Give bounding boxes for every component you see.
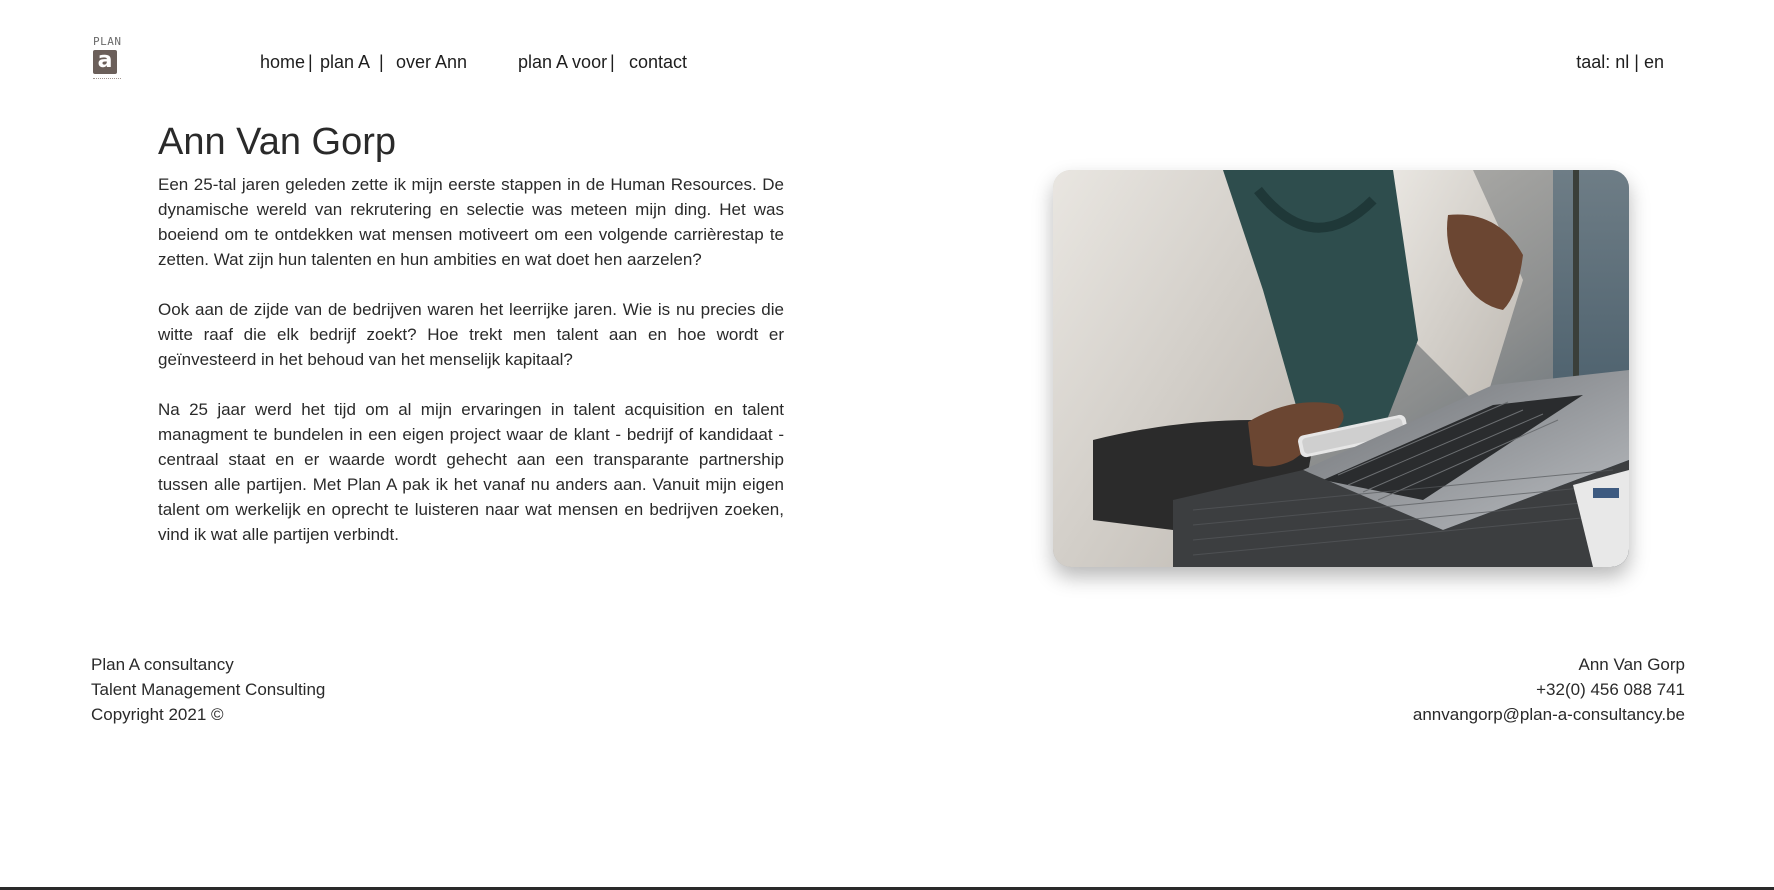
language-switch [1576, 52, 1664, 73]
footer-email-link[interactable]: annvangorp@plan-a-consultancy.be [1412, 705, 1685, 724]
nav-separator: | [379, 52, 384, 72]
language-en[interactable]: en [1643, 52, 1664, 72]
nav-separator: | [610, 52, 615, 72]
nav-plan-a-voor[interactable]: plan A voor [518, 52, 608, 72]
plan-a-logo[interactable] [91, 36, 123, 90]
footer-tagline: Talent Management Consulting [91, 680, 326, 699]
profile-photo [1053, 170, 1629, 567]
about-paragraph: Een 25-tal jaren geleden zette ik mijn eerste stappen in de Human Resources. De dynamische wereld van rekrutering en selectie was meteen mijn ding. Het was boeiend om te ontdekken wat mensen motiveert om een volgende carrièrestap te zetten. Wat zijn hun talenten en hun ambities en wat doet hen aarzelen? [158, 175, 784, 269]
language-nl[interactable]: nl [1615, 52, 1630, 72]
language-separator: | [1634, 52, 1639, 72]
about-paragraph: Na 25 jaar werd het tijd om al mijn ervaringen in talent acquisition en talent managment te bundelen in een eigen project waar de klant - bedrijf of kandidaat - centraal staat en er waarde wordt gehecht aan een transparante partnership tussen alle partijen. Met Plan A pak ik het vanaf nu anders aan. Vanuit mijn eigen talent om werkelijk en oprecht te luisteren naar wat mensen en bedrijven zoeken, vind ik wat alle partijen verbindt. [158, 400, 784, 544]
logo-letter: a [97, 48, 113, 73]
logo-badge [93, 50, 117, 74]
nav-plan-a[interactable]: plan A [320, 52, 371, 72]
nav-over-ann[interactable]: over Ann [396, 52, 468, 72]
logo-subline [93, 78, 121, 82]
footer-contact-info [1413, 652, 1685, 727]
footer-phone: +32(0) 456 088 741 [1536, 680, 1685, 699]
page-title: Ann Van Gorp [158, 121, 397, 163]
logo-text: PLAN [93, 35, 122, 48]
nav-home[interactable]: home [260, 52, 306, 72]
footer-copyright: Copyright 2021 © [91, 705, 224, 724]
photo-illustration [1053, 170, 1629, 567]
nav-contact[interactable]: contact [629, 52, 688, 72]
footer-contact-name: Ann Van Gorp [1578, 655, 1685, 674]
about-paragraph: Ook aan de zijde van de bedrijven waren het leerrijke jaren. Wie is nu precies die witte raaf die elk bedrijf zoekt? Hoe trekt men talent aan en hoe wordt er geïnvesteerd in het behoud van het menselijk kapitaal? [158, 300, 784, 369]
footer-company-name: Plan A consultancy [91, 655, 234, 674]
footer-company-info [91, 652, 325, 727]
language-label: taal: [1576, 52, 1611, 72]
about-text [158, 172, 784, 572]
nav-separator: | [308, 52, 313, 72]
